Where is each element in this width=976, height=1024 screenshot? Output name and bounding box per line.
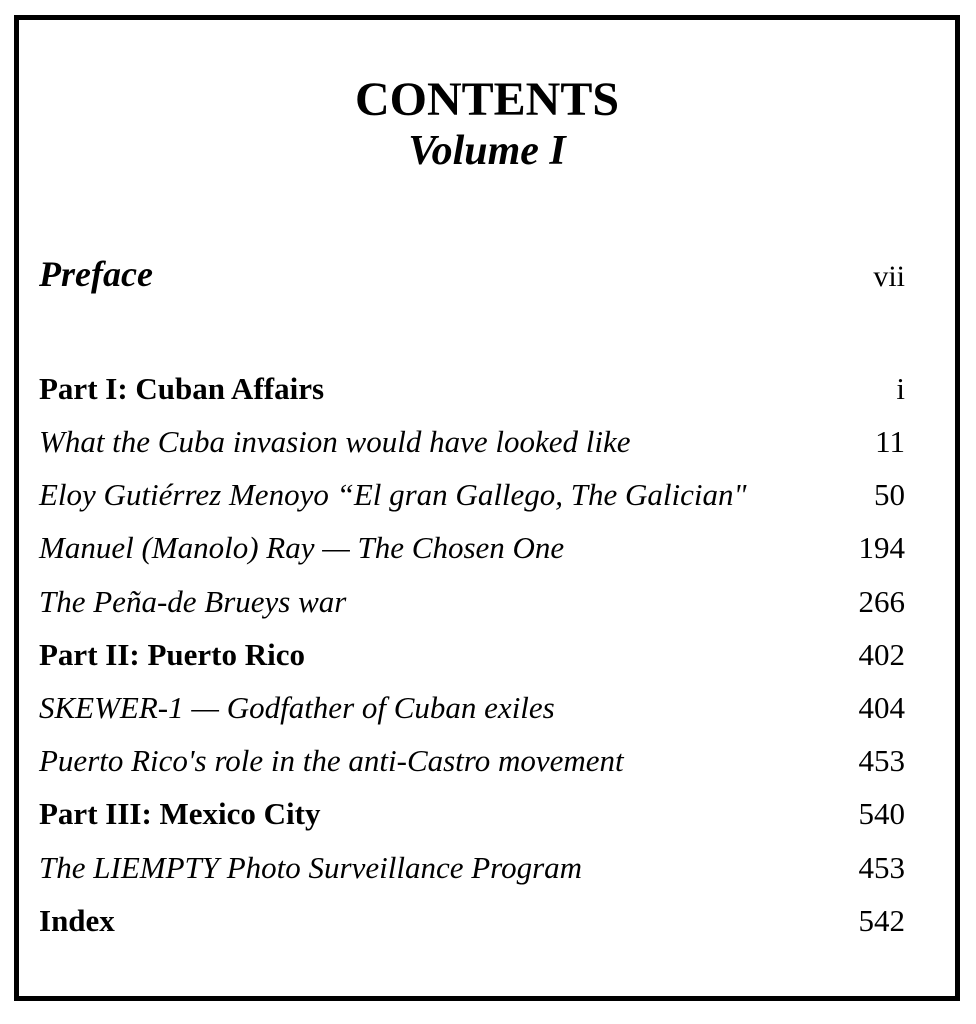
toc-entry-page: 194 — [858, 530, 905, 565]
toc-entry-label: Preface — [39, 254, 153, 294]
toc-entry-chapter[interactable] — [39, 848, 905, 888]
toc-entry-part-2[interactable] — [39, 635, 905, 675]
toc-entry-label: Manuel (Manolo) Ray — The Chosen One — [39, 530, 565, 565]
toc-entry-chapter[interactable] — [39, 582, 905, 622]
toc-entry-index[interactable] — [39, 901, 905, 941]
toc-entry-part-1[interactable] — [39, 369, 905, 409]
toc-entry-label: SKEWER-1 — Godfather of Cuban exiles — [39, 690, 555, 725]
contents-page-frame — [14, 15, 960, 1001]
toc-entry-page: 404 — [858, 690, 905, 725]
page-title: CONTENTS — [354, 73, 620, 126]
toc-entry-label: Part I: Cuban Affairs — [39, 371, 325, 406]
toc-entry-page: 11 — [875, 424, 905, 459]
toc-entry-chapter[interactable] — [39, 688, 905, 728]
toc-entry-preface[interactable] — [39, 252, 905, 299]
toc-entry-label: What the Cuba invasion would have looked like — [39, 424, 631, 459]
page-subtitle: Volume I — [408, 128, 566, 174]
toc-entry-page: 402 — [858, 637, 905, 672]
toc-entry-page: 542 — [858, 903, 905, 938]
toc-entry-label: Part III: Mexico City — [39, 796, 321, 831]
toc-entry-label: Puerto Rico's role in the anti-Castro movement — [39, 743, 624, 778]
toc-entry-page: i — [896, 371, 905, 406]
toc-entry-page: 50 — [874, 477, 905, 512]
toc-entry-label: Eloy Gutiérrez Menoyo “El gran Gallego, The Galician" — [39, 477, 747, 512]
toc-entry-part-3[interactable] — [39, 794, 905, 834]
toc-entry-chapter[interactable] — [39, 741, 905, 781]
toc-entry-page: 453 — [858, 743, 905, 778]
toc-entry-page: vii — [873, 260, 905, 293]
toc-entry-label: The LIEMPTY Photo Surveillance Program — [39, 850, 583, 885]
toc-entry-label: Part II: Puerto Rico — [39, 637, 305, 672]
toc-entry-label: The Peña-de Brueys war — [39, 584, 347, 619]
toc-entry-chapter[interactable] — [39, 475, 905, 515]
toc-entry-page: 266 — [858, 584, 905, 619]
toc-entry-page: 540 — [858, 796, 905, 831]
toc-entry-chapter[interactable] — [39, 528, 905, 568]
toc-entry-page: 453 — [858, 850, 905, 885]
toc-entry-chapter[interactable] — [39, 422, 905, 462]
toc-entry-label: Index — [39, 903, 115, 938]
